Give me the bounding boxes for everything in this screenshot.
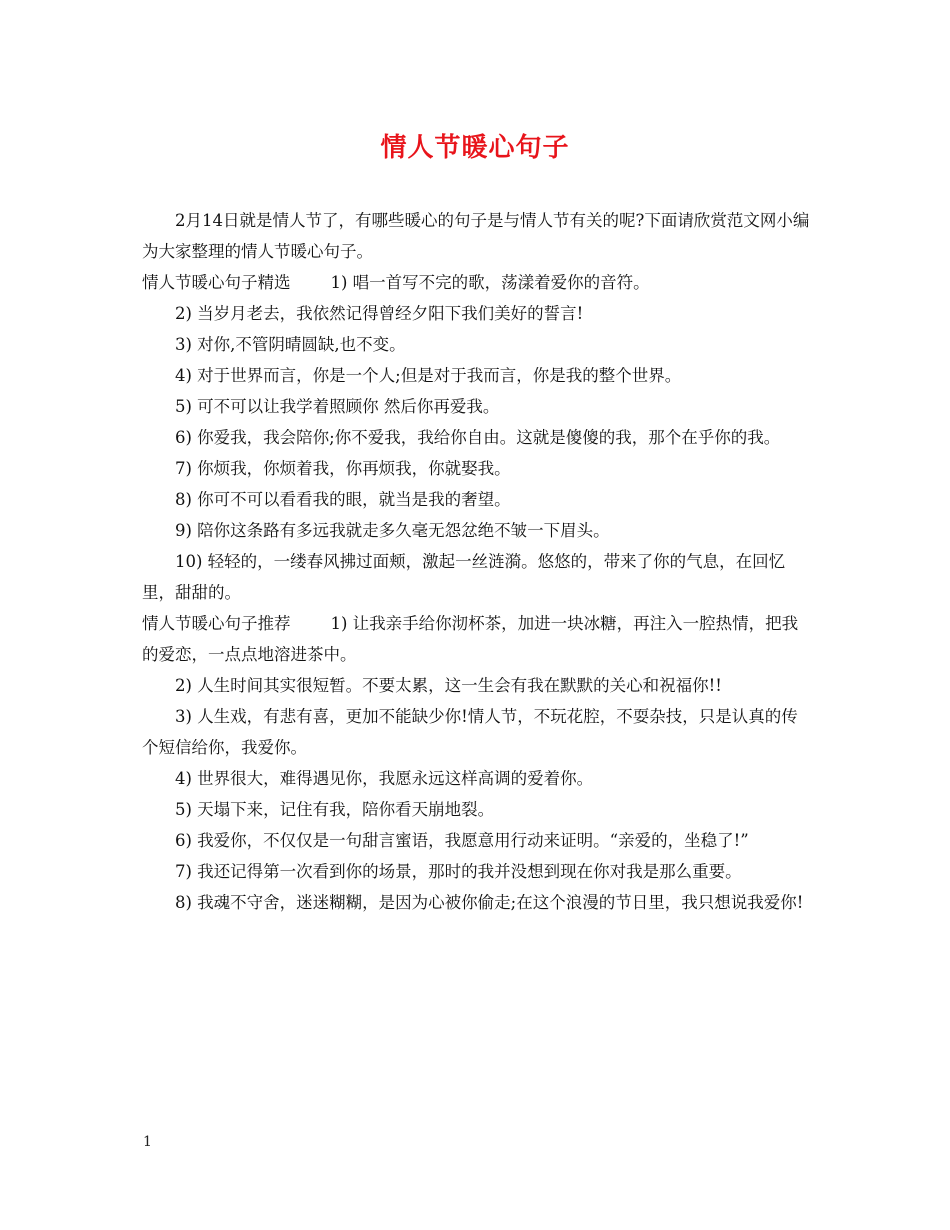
section1-item-8: 8) 你可不可以看看我的眼，就当是我的奢望。 (175, 490, 511, 509)
section1-item-3: 3) 对你,不管阴晴圆缺,也不变。 (175, 335, 406, 354)
section1-item-2: 2) 当岁月老去，我依然记得曾经夕阳下我们美好的誓言! (175, 304, 584, 323)
intro-paragraph: 2月14日就是情人节了，有哪些暖心的句子是与情人节有关的呢?下面请欣赏范文网小编为大家整理的情人节暖心句子。 (142, 211, 810, 261)
section2-first-line (142, 608, 812, 670)
section1-item-10: 10) 轻轻的，一缕春风拂过面颊，激起一丝涟漪。悠悠的，带来了你的气息，在回忆里，甜甜的。 (142, 552, 786, 602)
page-number: 1 (143, 1134, 152, 1150)
section2-item-8: 8) 我魂不守舍，迷迷糊糊，是因为心被你偷走;在这个浪漫的节日里，我只想说我爱你! (175, 893, 804, 912)
section1-heading: 情人节暖心句子精选 (142, 273, 291, 292)
section1-item-7: 7) 你烦我，你烦着我，你再烦我，你就娶我。 (175, 459, 511, 478)
section2-item-7: 7) 我还记得第一次看到你的场景，那时的我并没想到现在你对我是那么重要。 (175, 862, 742, 881)
section2-item-2: 2) 人生时间其实很短暂。不要太累，这一生会有我在默默的关心和祝福你!! (175, 676, 722, 695)
section1-item-4: 4) 对于世界而言，你是一个人;但是对于我而言，你是我的整个世界。 (175, 366, 682, 385)
section1-first-line (142, 267, 812, 298)
section2-item-1: 1) 让我亲手给你沏杯茶，加进一块冰糖，再注入一腔热情，把我的爱恋，一点点地溶进茶中。 (142, 614, 799, 664)
document-body (142, 205, 812, 918)
section2-item-6: 6) 我爱你，不仅仅是一句甜言蜜语，我愿意用行动来证明。“亲爱的，坐稳了!” (175, 831, 749, 850)
section2-item-3: 3) 人生戏，有悲有喜，更加不能缺少你!情人节，不玩花腔，不耍杂技，只是认真的传个短信给你，我爱你。 (142, 707, 798, 757)
document-title: 情人节暖心句子 (380, 133, 570, 163)
section2-heading: 情人节暖心句子推荐 (142, 614, 291, 633)
section1-item-1: 1) 唱一首写不完的歌，荡漾着爱你的音符。 (330, 273, 650, 292)
section1-item-9: 9) 陪你这条路有多远我就走多久毫无怨忿绝不皱一下眉头。 (175, 521, 610, 540)
section1-item-6: 6) 你爱我，我会陪你;你不爱我，我给你自由。这就是傻傻的我，那个在乎你的我。 (175, 428, 781, 447)
section1-item-5: 5) 可不可以让我学着照顾你 然后你再爱我。 (175, 397, 500, 416)
section2-item-4: 4) 世界很大，难得遇见你，我愿永远这样高调的爱着你。 (175, 769, 594, 788)
section2-item-5: 5) 天塌下来，记住有我，陪你看天崩地裂。 (175, 800, 495, 819)
